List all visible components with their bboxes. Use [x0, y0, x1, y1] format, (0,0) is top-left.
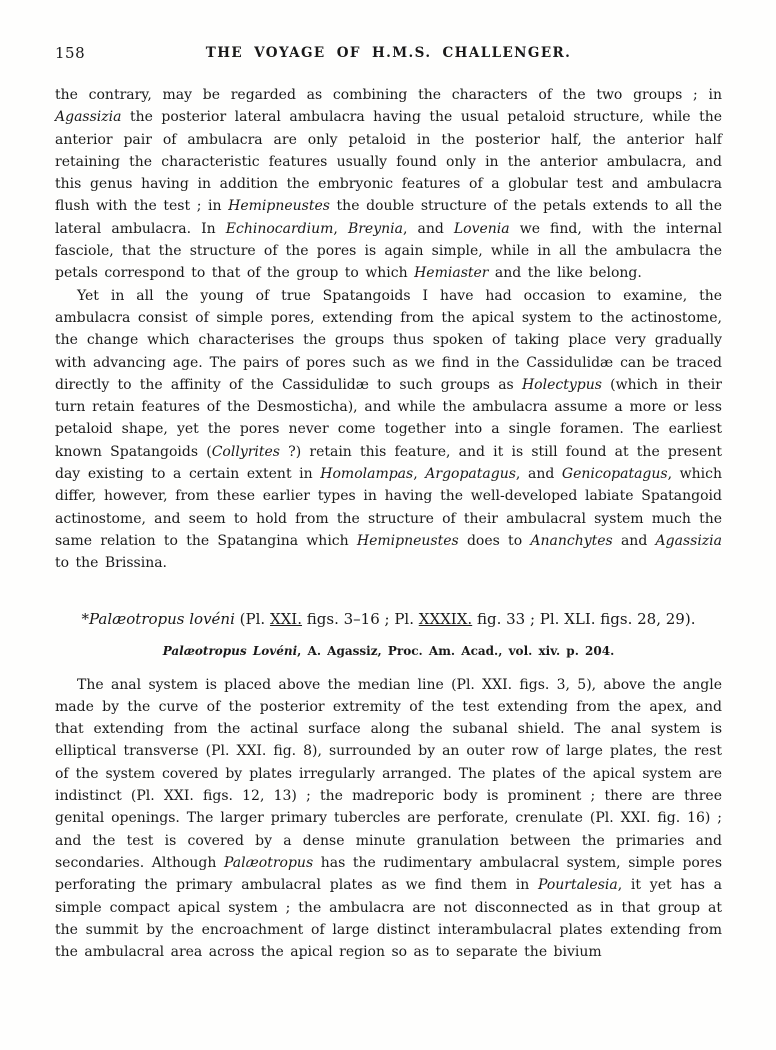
page-header: [55, 44, 722, 64]
page-content: [55, 44, 722, 963]
body-paragraph-2: Yet in all the young of true Spatangoids I have had occasion to examine, the ambulacra consist of simple pores, extending from the apical system to the actinostome, the change which characterises the groups thus spoken of taking place very gradually with advancing age. The pairs of pores such as we find in the Cassidulidæ can be traced directly to the affinity of the Cassidulidæ to such groups as Holectypus (which in their turn retain features of the Desmosticha), and while the ambulacra assume a more or less petaloid shape, yet the pores never come together into a single foramen. The earliest known Spatangoids (Collyrites ?) retain this feature, and it is still found at the present day existing to a certain extent in Homolampas, Argopatagus, and Genicopatagus, which differ, however, from these earlier types in having the well-developed labiate Spatangoid actinostome, and seem to hold from the structure of their ambulacral system much the same relation to the Spatangina which Hemipneustes does to Ananchytes and Agassizia to the Brissina.: [55, 287, 722, 572]
body-paragraph-3: The anal system is placed above the median line (Pl. XXI. figs. 3, 5), above the angle made by the curve of the posterior extremity of the test extending from the apex, and that extending from the actinal surface along the subanal shield. The anal system is elliptical transverse (Pl. XXI. fig. 8), surrounded by an outer row of large plates, the rest of the system covered by plates irregularly arranged. The plates of the apical system are indistinct (Pl. XXI. figs. 12, 13) ; the madreporic body is prominent ; there are three genital openings. The larger primary tubercles are perforate, crenulate (Pl. XXI. fig. 16) ; and the test is covered by a dense minute granulation between the primaries and secondaries. Although Palæotropus has the rudimentary ambulacral system, simple pores perforating the primary ambulacral plates as we find them in Pourtalesia, it yet has a simple compact apical system ; the ambulacra are not disconnected as in that group at the summit by the encroachment of large distinct interambulacral plates extending from the ambulacral area across the apical region so as to separate the bivium: [55, 676, 723, 961]
page-number: 158: [55, 44, 86, 62]
citation-line: Palæotropus Lovéni, A. Agassiz, Proc. Am. Acad., vol. xiv. p. 204.: [162, 643, 615, 658]
species-heading: *Palæotropus lovéni (Pl. XXI. figs. 3–16 ; Pl. XXXIX. fig. 33 ; Pl. XLI. figs. 28, 29).: [81, 609, 696, 628]
body-paragraph-1: the contrary, may be regarded as combining the characters of the two groups ; in Agassizia the posterior lateral ambulacra having the usual petaloid structure, while the anterior pair of ambulacra are only petaloid in the posterior half, the anterior half retaining the characteristic features usually found only in the anterior ambulacra, and this genus having in addition the embryonic features of a globular test and ambulacra flush with the test ; in Hemipneustes the double structure of the petals extends to all the lateral ambulacra. In Echinocardium, Breynia, and Lovenia we find, with the internal fasciole, that the structure of the pores is again simple, while in all the ambulacra the petals correspond to that of the group to which Hemiaster and the like belong.: [55, 87, 723, 282]
body-text: [55, 84, 722, 963]
running-title: THE VOYAGE OF H.M.S. CHALLENGER.: [205, 45, 572, 61]
